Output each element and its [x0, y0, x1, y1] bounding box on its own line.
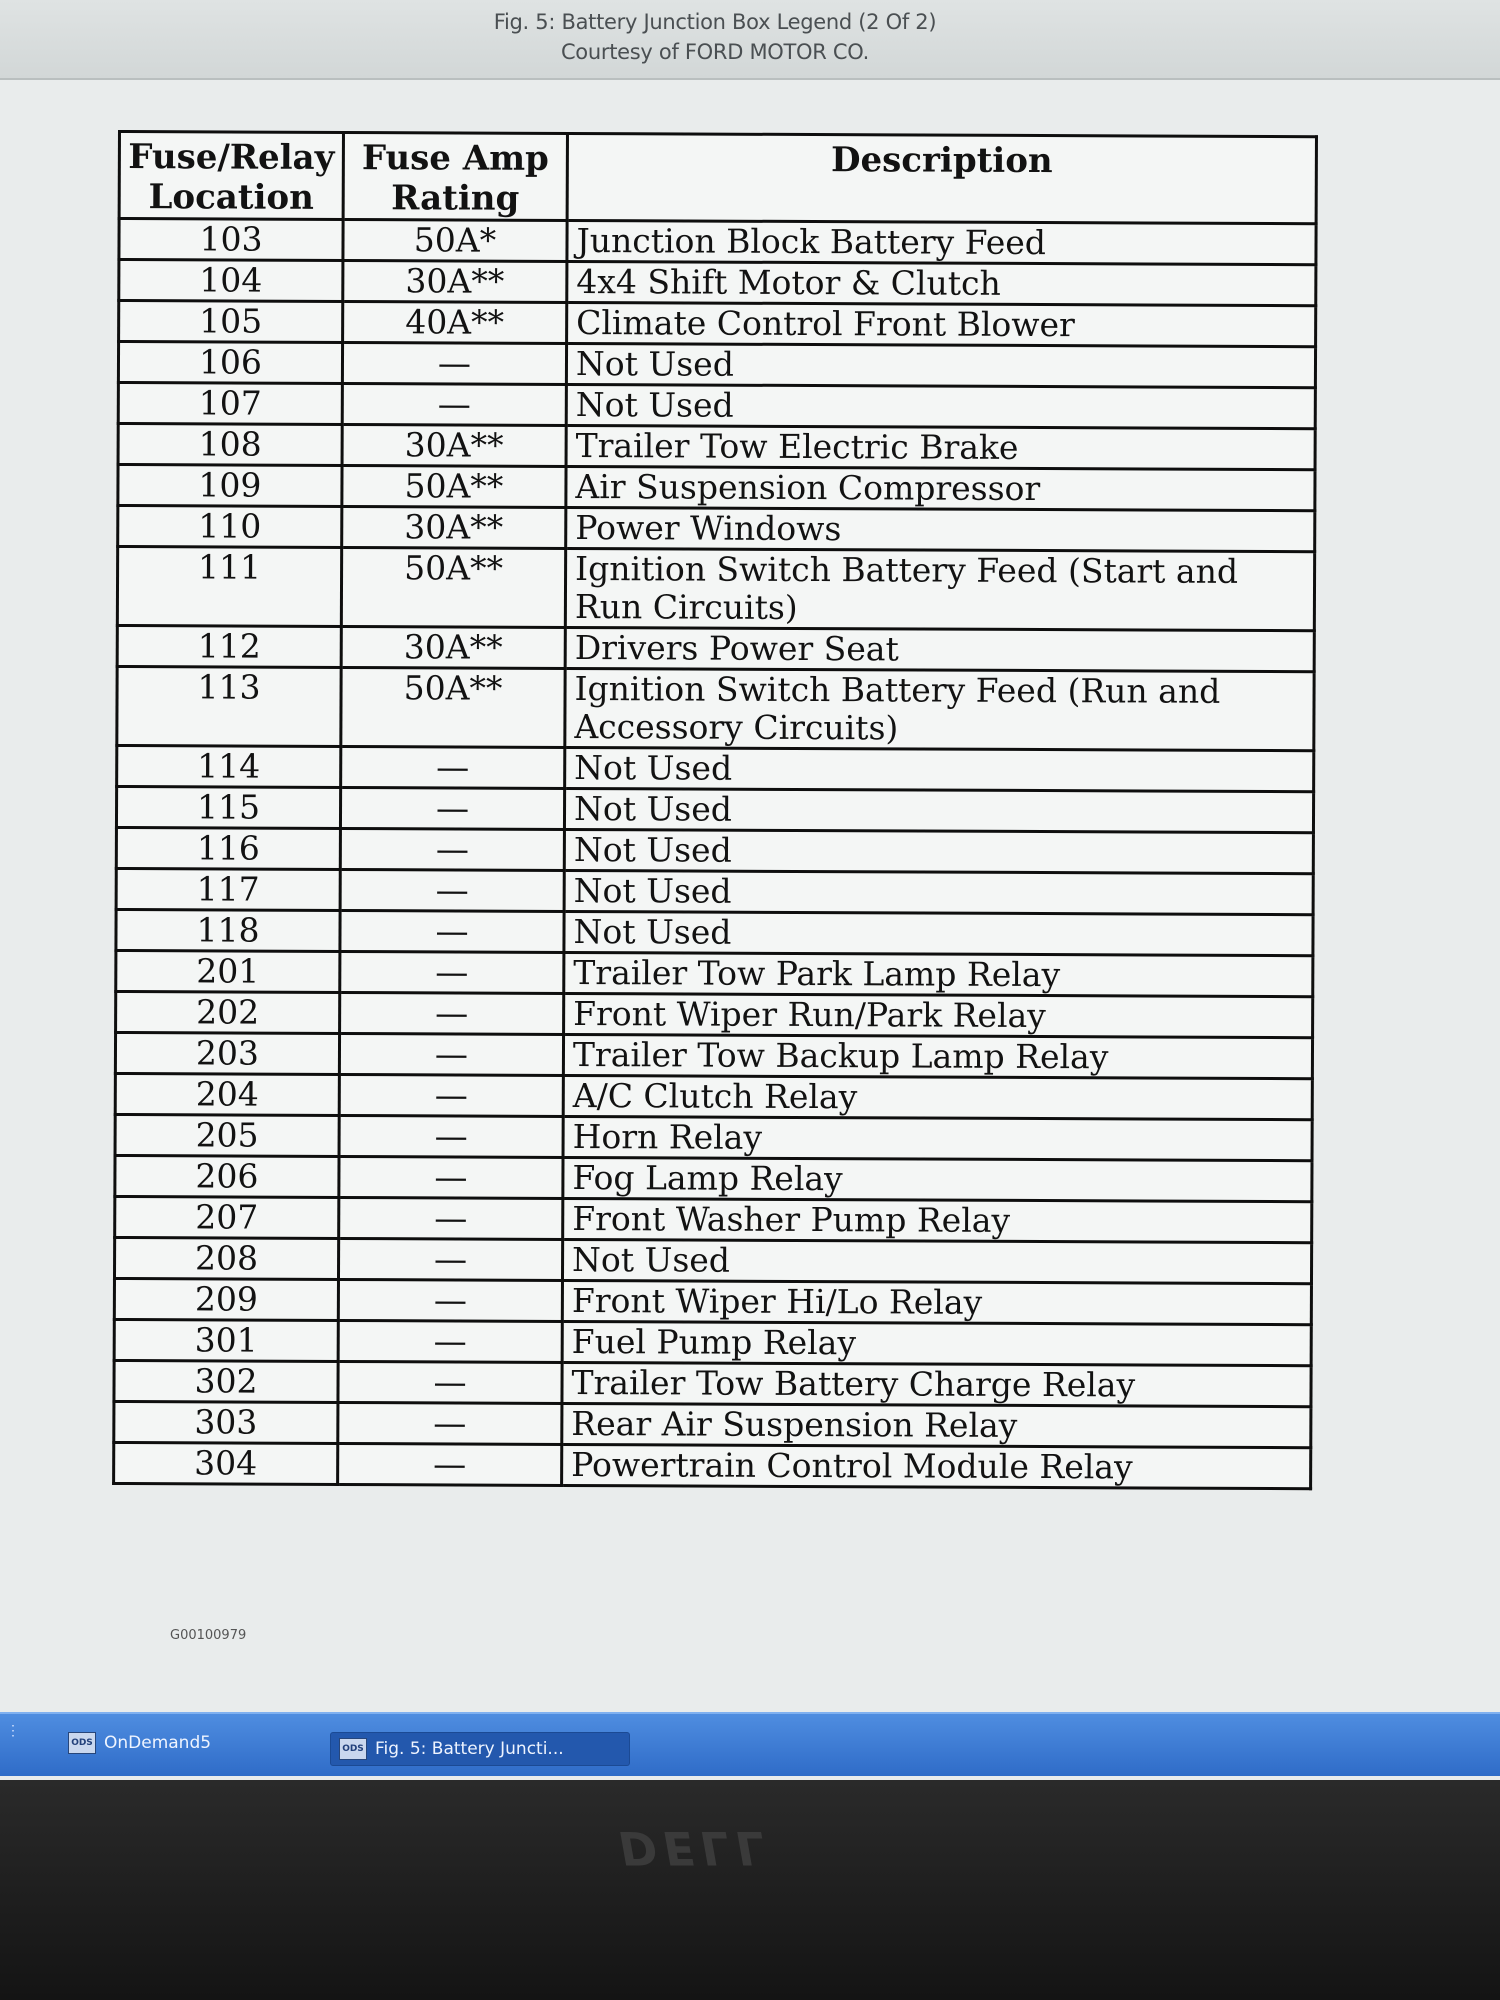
description-cell: Front Washer Pump Relay	[563, 1198, 1312, 1242]
description-cell: Not Used	[564, 788, 1313, 832]
description-cell: Ignition Switch Battery Feed (Run and Accessory Circuits)	[565, 668, 1314, 750]
amp-rating-cell: 50A**	[341, 547, 565, 627]
location-cell: 207	[115, 1196, 339, 1238]
table-row	[116, 787, 1313, 833]
table-row	[117, 626, 1314, 672]
monitor-bezel	[0, 1780, 1500, 2000]
description-cell: Not Used	[566, 384, 1315, 428]
table-row	[115, 1073, 1312, 1119]
description-cell: Climate Control Front Blower	[567, 302, 1316, 346]
figure-caption-title: Fig. 5: Battery Junction Box Legend (2 Of 2)	[493, 10, 937, 34]
location-cell: 204	[115, 1073, 339, 1115]
table-row	[114, 1442, 1311, 1488]
location-cell: 116	[116, 827, 340, 869]
amp-rating-cell: —	[340, 910, 564, 952]
amp-rating-cell: —	[339, 1197, 563, 1239]
header-description: Description	[567, 133, 1316, 223]
location-cell: 117	[116, 868, 340, 910]
amp-rating-cell: 50A*	[343, 219, 567, 261]
amp-rating-cell: —	[340, 992, 564, 1034]
amp-rating-cell: —	[338, 1279, 562, 1321]
location-cell: 107	[118, 383, 342, 425]
table-row	[114, 1360, 1311, 1406]
location-cell: 109	[118, 465, 342, 507]
table-row	[116, 827, 1313, 873]
location-cell: 208	[114, 1237, 338, 1279]
app-icon: ODS	[339, 1738, 367, 1760]
location-cell: 110	[118, 506, 342, 548]
amp-rating-cell: —	[339, 1074, 563, 1116]
description-cell: Trailer Tow Backup Lamp Relay	[563, 1034, 1312, 1078]
location-cell: 115	[116, 787, 340, 829]
location-cell: 205	[115, 1114, 339, 1156]
fuse-legend-table	[112, 130, 1318, 1490]
location-cell: 303	[114, 1401, 338, 1443]
description-cell: Air Suspension Compressor	[566, 466, 1315, 510]
table-row	[116, 950, 1313, 996]
table-row	[118, 424, 1315, 470]
location-cell: 206	[115, 1155, 339, 1197]
table-row	[117, 547, 1314, 631]
location-cell: 114	[117, 746, 341, 788]
table-row	[116, 991, 1313, 1037]
table-row	[117, 746, 1314, 792]
description-cell: Front Wiper Run/Park Relay	[564, 993, 1313, 1037]
amp-rating-cell: —	[338, 1443, 562, 1485]
table-row	[114, 1278, 1311, 1324]
taskbar-item-label: OnDemand5	[104, 1733, 212, 1753]
dell-logo: DELL	[614, 1821, 776, 1875]
description-cell: Trailer Tow Park Lamp Relay	[564, 952, 1313, 996]
description-cell: Not Used	[562, 1239, 1311, 1283]
description-cell: 4x4 Shift Motor & Clutch	[567, 261, 1316, 305]
amp-rating-cell: 50A**	[342, 465, 566, 507]
taskbar-item-figure-window[interactable]	[330, 1732, 630, 1766]
table-row	[118, 506, 1315, 552]
table-row	[119, 219, 1316, 265]
table-row	[118, 383, 1315, 429]
taskbar-item-ondemand[interactable]	[60, 1726, 310, 1760]
amp-rating-cell: —	[340, 869, 564, 911]
table-row	[118, 465, 1315, 511]
amp-rating-cell: —	[338, 1361, 562, 1403]
amp-rating-cell: —	[341, 746, 565, 788]
table-row	[119, 260, 1316, 306]
table-row	[114, 1319, 1311, 1365]
location-cell: 104	[119, 260, 343, 302]
table-row	[115, 1032, 1312, 1078]
description-cell: Fog Lamp Relay	[563, 1157, 1312, 1201]
description-cell: Fuel Pump Relay	[562, 1321, 1311, 1365]
description-cell: Power Windows	[566, 507, 1315, 551]
amp-rating-cell: —	[340, 828, 564, 870]
table-row	[114, 1401, 1311, 1447]
location-cell: 209	[114, 1278, 338, 1320]
description-cell: Powertrain Control Module Relay	[562, 1444, 1311, 1488]
location-cell: 201	[116, 950, 340, 992]
fuse-legend	[112, 130, 1318, 1490]
location-cell: 106	[118, 342, 342, 384]
description-cell: Trailer Tow Battery Charge Relay	[562, 1362, 1311, 1406]
description-cell: Not Used	[564, 870, 1313, 914]
location-cell: 111	[117, 547, 341, 627]
location-cell: 103	[119, 219, 343, 261]
header-amp-rating: Fuse Amp Rating	[343, 132, 567, 220]
description-cell: Front Wiper Hi/Lo Relay	[562, 1280, 1311, 1324]
taskbar-grip: ⋮	[6, 1722, 20, 1738]
amp-rating-cell: 40A**	[343, 301, 567, 343]
description-cell: Rear Air Suspension Relay	[562, 1403, 1311, 1447]
table-row	[116, 868, 1313, 914]
description-cell: Not Used	[566, 343, 1315, 387]
description-cell: Junction Block Battery Feed	[567, 220, 1316, 264]
table-row	[119, 301, 1316, 347]
description-cell: Ignition Switch Battery Feed (Start and Run Circuits)	[565, 548, 1314, 630]
description-cell: Not Used	[565, 747, 1314, 791]
amp-rating-cell: —	[342, 342, 566, 384]
amp-rating-cell: —	[340, 951, 564, 993]
amp-rating-cell: —	[340, 787, 564, 829]
location-cell: 304	[114, 1442, 338, 1484]
amp-rating-cell: —	[339, 1033, 563, 1075]
table-header-row	[119, 132, 1316, 224]
header-location: Fuse/Relay Location	[119, 132, 343, 220]
description-cell: A/C Clutch Relay	[563, 1075, 1312, 1119]
location-cell: 202	[116, 991, 340, 1033]
location-cell: 203	[115, 1032, 339, 1074]
table-row	[115, 1155, 1312, 1201]
location-cell: 108	[118, 424, 342, 466]
table-row	[117, 667, 1314, 751]
amp-rating-cell: —	[338, 1238, 562, 1280]
amp-rating-cell: 30A**	[341, 626, 565, 668]
description-cell: Not Used	[564, 829, 1313, 873]
amp-rating-cell: —	[339, 1115, 563, 1157]
location-cell: 112	[117, 626, 341, 668]
taskbar-item-label: Fig. 5: Battery Juncti...	[375, 1739, 564, 1759]
taskbar	[0, 1712, 1500, 1776]
amp-rating-cell: —	[338, 1402, 562, 1444]
description-cell: Horn Relay	[563, 1116, 1312, 1160]
table-row	[118, 342, 1315, 388]
location-cell: 113	[117, 667, 341, 747]
fuse-table-body	[114, 219, 1317, 1489]
description-cell: Not Used	[564, 911, 1313, 955]
location-cell: 302	[114, 1360, 338, 1402]
figure-caption-credit: Courtesy of FORD MOTOR CO.	[560, 40, 870, 64]
app-icon: ODS	[68, 1732, 96, 1754]
table-row	[115, 1114, 1312, 1160]
table-row	[115, 1196, 1312, 1242]
table-row	[116, 909, 1313, 955]
amp-rating-cell: —	[339, 1156, 563, 1198]
amp-rating-cell: 50A**	[341, 667, 565, 747]
description-cell: Drivers Power Seat	[565, 627, 1314, 671]
amp-rating-cell: —	[342, 383, 566, 425]
amp-rating-cell: 30A**	[342, 424, 566, 466]
amp-rating-cell: 30A**	[343, 260, 567, 302]
location-cell: 105	[119, 301, 343, 343]
figure-caption-bar	[0, 0, 1500, 80]
table-row	[114, 1237, 1311, 1283]
image-code: G00100979	[170, 1628, 247, 1643]
description-cell: Trailer Tow Electric Brake	[566, 425, 1315, 469]
amp-rating-cell: 30A**	[342, 506, 566, 548]
amp-rating-cell: —	[338, 1320, 562, 1362]
location-cell: 118	[116, 909, 340, 951]
location-cell: 301	[114, 1319, 338, 1361]
